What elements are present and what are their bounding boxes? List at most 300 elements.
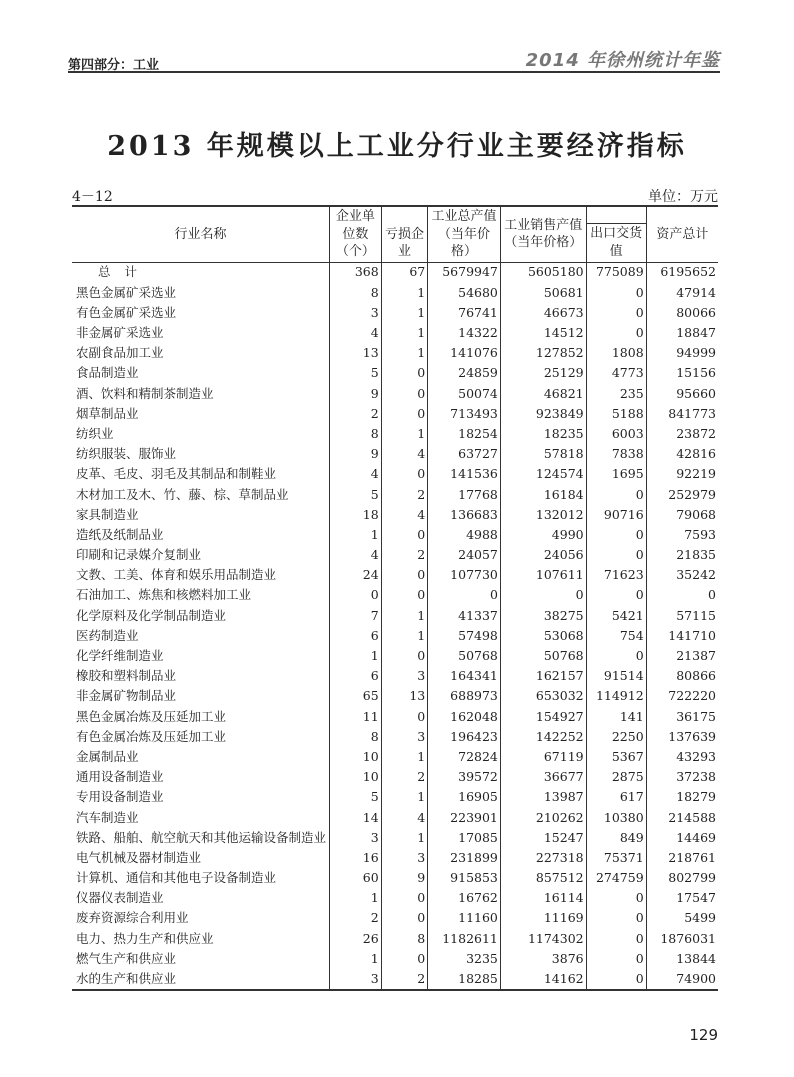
row-industry-name: 印刷和记录媒介复制业: [76, 547, 202, 563]
table-row: [72, 848, 718, 868]
row-value: 252979: [646, 485, 718, 505]
row-value: 1: [381, 323, 428, 343]
row-value: 16114: [500, 888, 586, 908]
row-value: 754: [586, 626, 646, 646]
row-value: 0: [586, 545, 646, 565]
row-value: 3: [330, 969, 382, 990]
table-row: [72, 808, 718, 828]
row-value: 11160: [428, 909, 501, 929]
row-value: 5421: [586, 606, 646, 626]
row-value: 5367: [586, 747, 646, 767]
table-row: [72, 364, 718, 384]
row-value: 4990: [500, 525, 586, 545]
table-row: [72, 747, 718, 767]
row-value: 4988: [428, 525, 501, 545]
row-value: 0: [381, 586, 428, 606]
row-value: 1: [330, 888, 382, 908]
row-value: 0: [586, 909, 646, 929]
row-value: 2: [381, 969, 428, 990]
row-value: 72824: [428, 747, 501, 767]
row-value: 13: [330, 343, 382, 363]
row-value: 196423: [428, 727, 501, 747]
row-industry-name: 仪器仪表制造业: [76, 890, 164, 906]
row-value: 223901: [428, 808, 501, 828]
table-row: [72, 525, 718, 545]
row-value: 0: [586, 303, 646, 323]
row-value: 7: [330, 606, 382, 626]
table-row: [72, 929, 718, 949]
page-number: 129: [689, 1026, 718, 1044]
row-value: 4: [330, 323, 382, 343]
table-row: [72, 868, 718, 888]
row-value: 713493: [428, 404, 501, 424]
table-row: [72, 666, 718, 686]
row-industry-name: 铁路、船舶、航空航天和其他运输设备制造业: [76, 829, 327, 845]
row-value: 6003: [586, 424, 646, 444]
row-value: 80866: [646, 666, 718, 686]
row-value: 4: [330, 465, 382, 485]
row-value: 24: [330, 565, 382, 585]
row-value: 50074: [428, 384, 501, 404]
row-value: 54680: [428, 283, 501, 303]
row-value: 3876: [500, 949, 586, 969]
row-value: 46821: [500, 384, 586, 404]
row-industry-name: 家具制造业: [76, 506, 139, 522]
row-value: 90716: [586, 505, 646, 525]
row-value: 67119: [500, 747, 586, 767]
row-industry-name: 烟草制品业: [76, 405, 139, 421]
row-value: 141710: [646, 626, 718, 646]
row-value: 368: [330, 262, 382, 283]
row-value: 214588: [646, 808, 718, 828]
row-value: 63727: [428, 444, 501, 464]
row-value: 36175: [646, 707, 718, 727]
row-value: 274759: [586, 868, 646, 888]
row-value: 39572: [428, 767, 501, 787]
table-row: [72, 404, 718, 424]
row-value: 0: [381, 707, 428, 727]
table-row: [72, 465, 718, 485]
row-value: 5188: [586, 404, 646, 424]
row-value: 4: [330, 545, 382, 565]
header-rule: [68, 71, 720, 73]
row-value: 162048: [428, 707, 501, 727]
row-value: 235: [586, 384, 646, 404]
row-value: 227318: [500, 848, 586, 868]
row-value: 8: [330, 424, 382, 444]
row-value: 5: [330, 364, 382, 384]
row-value: 2250: [586, 727, 646, 747]
row-value: 18285: [428, 969, 501, 990]
row-industry-name: 非金属矿物制品业: [76, 688, 177, 704]
row-value: 79068: [646, 505, 718, 525]
row-value: 6195652: [646, 262, 718, 283]
row-industry-name: 石油加工、炼焦和核燃料加工业: [76, 587, 252, 603]
table-row: [72, 949, 718, 969]
row-value: 0: [586, 949, 646, 969]
row-value: 0: [381, 909, 428, 929]
row-industry-name: 文教、工美、体育和娱乐用品制造业: [76, 567, 277, 583]
row-value: 0: [330, 586, 382, 606]
col-header-units: 企业单位数（个）: [330, 206, 382, 262]
row-value: 24859: [428, 364, 501, 384]
row-value: 35242: [646, 565, 718, 585]
row-value: 3: [381, 727, 428, 747]
row-value: 0: [381, 404, 428, 424]
row-industry-name: 汽车制造业: [76, 809, 139, 825]
table-row: [72, 788, 718, 808]
row-industry-name: 专用设备制造业: [76, 789, 164, 805]
row-value: 857512: [500, 868, 586, 888]
row-value: 1: [381, 303, 428, 323]
row-value: 5605180: [500, 262, 586, 283]
row-value: 1: [381, 747, 428, 767]
row-value: 3: [330, 303, 382, 323]
row-value: 53068: [500, 626, 586, 646]
row-value: 10: [330, 747, 382, 767]
row-industry-name: 通用设备制造业: [76, 769, 164, 785]
row-value: 0: [586, 283, 646, 303]
row-value: 57818: [500, 444, 586, 464]
row-value: 10: [330, 767, 382, 787]
row-value: 0: [381, 888, 428, 908]
row-value: 6: [330, 626, 382, 646]
row-value: 7838: [586, 444, 646, 464]
row-value: 14: [330, 808, 382, 828]
col-header-assets: 资产总计: [646, 206, 718, 262]
row-industry-name: 废弃资源综合利用业: [76, 910, 189, 926]
row-value: 915853: [428, 868, 501, 888]
row-value: 0: [381, 384, 428, 404]
table-row: [72, 485, 718, 505]
row-value: 1: [381, 424, 428, 444]
row-value: 75371: [586, 848, 646, 868]
row-value: 0: [586, 888, 646, 908]
row-value: 2: [381, 485, 428, 505]
row-industry-name: 造纸及纸制品业: [76, 526, 164, 542]
row-value: 14162: [500, 969, 586, 990]
row-value: 1182611: [428, 929, 501, 949]
row-value: 50681: [500, 283, 586, 303]
row-value: 41337: [428, 606, 501, 626]
row-industry-name: 有色金属矿采选业: [76, 304, 177, 320]
row-industry-name: 农副食品加工业: [76, 345, 164, 361]
row-value: 4773: [586, 364, 646, 384]
row-value: 5499: [646, 909, 718, 929]
row-value: 107611: [500, 565, 586, 585]
row-value: 24056: [500, 545, 586, 565]
row-value: 231899: [428, 848, 501, 868]
col-header-loss: 亏损企业: [381, 206, 428, 262]
table-row: [72, 505, 718, 525]
row-value: 46673: [500, 303, 586, 323]
table-row: [72, 303, 718, 323]
row-industry-name: 化学原料及化学制品制造业: [76, 607, 227, 623]
row-industry-name: 橡胶和塑料制品业: [76, 668, 177, 684]
row-industry-name: 非金属矿采选业: [76, 325, 164, 341]
row-value: 2: [381, 767, 428, 787]
row-value: 136683: [428, 505, 501, 525]
table-row: [72, 444, 718, 464]
row-value: 722220: [646, 687, 718, 707]
row-value: 18847: [646, 323, 718, 343]
table-row: [72, 545, 718, 565]
row-value: 21387: [646, 646, 718, 666]
row-value: 127852: [500, 343, 586, 363]
row-value: 3: [381, 666, 428, 686]
row-value: 141: [586, 707, 646, 727]
row-value: 91514: [586, 666, 646, 686]
yearbook-label: 2014 年徐州统计年鉴: [525, 50, 720, 71]
table-row: [72, 969, 718, 990]
row-industry-name: 医药制造业: [76, 627, 139, 643]
industry-table: [72, 205, 718, 991]
row-value: 841773: [646, 404, 718, 424]
row-value: 162157: [500, 666, 586, 686]
col-header-export-spacer: [586, 206, 646, 224]
row-value: 17768: [428, 485, 501, 505]
table-row: [72, 586, 718, 606]
row-value: 50768: [428, 646, 501, 666]
page-title: 2013 年规模以上工业分行业主要经济指标: [107, 131, 687, 162]
row-value: 154927: [500, 707, 586, 727]
row-value: 13: [381, 687, 428, 707]
row-value: 0: [586, 323, 646, 343]
row-industry-name: 纺织服装、服饰业: [76, 446, 177, 462]
row-value: 18235: [500, 424, 586, 444]
row-value: 71623: [586, 565, 646, 585]
row-industry-name: 电力、热力生产和供应业: [76, 930, 214, 946]
row-value: 107730: [428, 565, 501, 585]
row-value: 94999: [646, 343, 718, 363]
row-value: 1: [381, 788, 428, 808]
row-value: 5: [330, 485, 382, 505]
row-value: 9: [381, 868, 428, 888]
row-value: 2: [330, 404, 382, 424]
row-value: 5679947: [428, 262, 501, 283]
row-value: 38275: [500, 606, 586, 626]
row-value: 923849: [500, 404, 586, 424]
row-value: 124574: [500, 465, 586, 485]
row-value: 95660: [646, 384, 718, 404]
row-value: 9: [330, 384, 382, 404]
row-value: 0: [586, 969, 646, 990]
row-value: 42816: [646, 444, 718, 464]
row-value: 1695: [586, 465, 646, 485]
row-value: 11: [330, 707, 382, 727]
row-value: 132012: [500, 505, 586, 525]
table-row: [72, 283, 718, 303]
row-value: 2875: [586, 767, 646, 787]
row-value: 80066: [646, 303, 718, 323]
row-value: 76741: [428, 303, 501, 323]
row-value: 114912: [586, 687, 646, 707]
row-value: 16: [330, 848, 382, 868]
table-row: [72, 828, 718, 848]
row-value: 0: [646, 586, 718, 606]
row-value: 0: [500, 586, 586, 606]
row-value: 1: [381, 626, 428, 646]
row-value: 0: [586, 586, 646, 606]
row-value: 0: [381, 465, 428, 485]
row-value: 1: [330, 949, 382, 969]
row-value: 57498: [428, 626, 501, 646]
row-industry-name: 计算机、通信和其他电子设备制造业: [76, 870, 277, 886]
row-value: 4: [381, 505, 428, 525]
row-industry-name: 金属制品业: [76, 748, 139, 764]
table-row: [72, 424, 718, 444]
row-value: 13987: [500, 788, 586, 808]
row-value: 1: [381, 606, 428, 626]
row-value: 65: [330, 687, 382, 707]
row-value: 26: [330, 929, 382, 949]
row-value: 36677: [500, 767, 586, 787]
col-header-output: 工业总产值（当年价格）: [428, 206, 501, 262]
row-value: 1: [330, 525, 382, 545]
table-row: [72, 262, 718, 283]
row-value: 164341: [428, 666, 501, 686]
row-value: 141076: [428, 343, 501, 363]
row-value: 0: [381, 565, 428, 585]
row-value: 13844: [646, 949, 718, 969]
row-value: 74900: [646, 969, 718, 990]
row-value: 21835: [646, 545, 718, 565]
row-value: 1: [381, 343, 428, 363]
row-value: 10380: [586, 808, 646, 828]
row-value: 25129: [500, 364, 586, 384]
col-header-export: 出口交货值: [586, 224, 646, 263]
table-row: [72, 888, 718, 908]
section-label: 第四部分：工业: [68, 58, 160, 73]
row-value: 18: [330, 505, 382, 525]
row-value: 92219: [646, 465, 718, 485]
table-row: [72, 646, 718, 666]
row-value: 0: [586, 485, 646, 505]
unit-label: 单位：万元: [648, 189, 718, 205]
row-value: 50768: [500, 646, 586, 666]
row-value: 17085: [428, 828, 501, 848]
row-value: 23872: [646, 424, 718, 444]
table-row: [72, 727, 718, 747]
row-value: 688973: [428, 687, 501, 707]
row-value: 137639: [646, 727, 718, 747]
row-value: 4: [381, 444, 428, 464]
row-value: 4: [381, 808, 428, 828]
row-value: 57115: [646, 606, 718, 626]
row-value: 0: [381, 364, 428, 384]
row-value: 2: [330, 909, 382, 929]
row-value: 0: [381, 949, 428, 969]
row-value: 210262: [500, 808, 586, 828]
row-value: 1174302: [500, 929, 586, 949]
table-row: [72, 707, 718, 727]
row-value: 849: [586, 828, 646, 848]
row-value: 0: [586, 929, 646, 949]
row-value: 14322: [428, 323, 501, 343]
row-industry-name: 化学纤维制造业: [76, 648, 164, 664]
row-value: 16762: [428, 888, 501, 908]
col-header-sales: 工业销售产值（当年价格）: [500, 206, 586, 262]
row-industry-name: 酒、饮料和精制茶制造业: [76, 385, 214, 401]
row-value: 24057: [428, 545, 501, 565]
row-value: 14469: [646, 828, 718, 848]
table-row: [72, 687, 718, 707]
row-value: 2: [381, 545, 428, 565]
row-industry-name: 燃气生产和供应业: [76, 950, 177, 966]
row-industry-name: 黑色金属矿采选业: [76, 284, 177, 300]
row-value: 16905: [428, 788, 501, 808]
row-value: 15247: [500, 828, 586, 848]
row-industry-name: 纺织业: [76, 425, 114, 441]
row-value: 3: [381, 848, 428, 868]
table-row: [72, 323, 718, 343]
row-value: 1: [381, 283, 428, 303]
col-header-name: 行业名称: [72, 206, 330, 262]
row-value: 17547: [646, 888, 718, 908]
row-industry-name: 黑色金属冶炼及压延加工业: [76, 708, 227, 724]
row-value: 18279: [646, 788, 718, 808]
row-value: 218761: [646, 848, 718, 868]
row-value: 9: [330, 444, 382, 464]
row-value: 653032: [500, 687, 586, 707]
row-value: 1: [381, 828, 428, 848]
row-industry-name: 皮革、毛皮、羽毛及其制品和制鞋业: [76, 466, 277, 482]
row-value: 141536: [428, 465, 501, 485]
row-industry-name: 木材加工及木、竹、藤、棕、草制品业: [76, 486, 289, 502]
row-value: 142252: [500, 727, 586, 747]
row-value: 11169: [500, 909, 586, 929]
row-value: 14512: [500, 323, 586, 343]
table-body: [72, 262, 718, 990]
row-value: 1: [330, 646, 382, 666]
row-value: 7593: [646, 525, 718, 545]
row-value: 47914: [646, 283, 718, 303]
row-value: 3235: [428, 949, 501, 969]
table-row: [72, 606, 718, 626]
row-value: 802799: [646, 868, 718, 888]
row-value: 1808: [586, 343, 646, 363]
table-number: 4－12: [72, 189, 113, 205]
row-industry-name: 有色金属冶炼及压延加工业: [76, 728, 227, 744]
table-row: [72, 767, 718, 787]
table-row: [72, 909, 718, 929]
row-value: 775089: [586, 262, 646, 283]
row-industry-name: 总计: [98, 264, 152, 280]
row-value: 3: [330, 828, 382, 848]
row-value: 60: [330, 868, 382, 888]
row-value: 0: [381, 525, 428, 545]
row-industry-name: 食品制造业: [76, 365, 139, 381]
row-value: 0: [586, 525, 646, 545]
row-value: 67: [381, 262, 428, 283]
row-value: 8: [381, 929, 428, 949]
row-industry-name: 水的生产和供应业: [72, 969, 330, 990]
row-value: 0: [428, 586, 501, 606]
row-value: 1876031: [646, 929, 718, 949]
row-value: 0: [381, 646, 428, 666]
row-value: 37238: [646, 767, 718, 787]
row-value: 16184: [500, 485, 586, 505]
row-value: 617: [586, 788, 646, 808]
row-value: 8: [330, 727, 382, 747]
row-value: 6: [330, 666, 382, 686]
row-value: 15156: [646, 364, 718, 384]
row-value: 18254: [428, 424, 501, 444]
row-value: 0: [586, 646, 646, 666]
table-row: [72, 384, 718, 404]
row-value: 5: [330, 788, 382, 808]
row-value: 8: [330, 283, 382, 303]
